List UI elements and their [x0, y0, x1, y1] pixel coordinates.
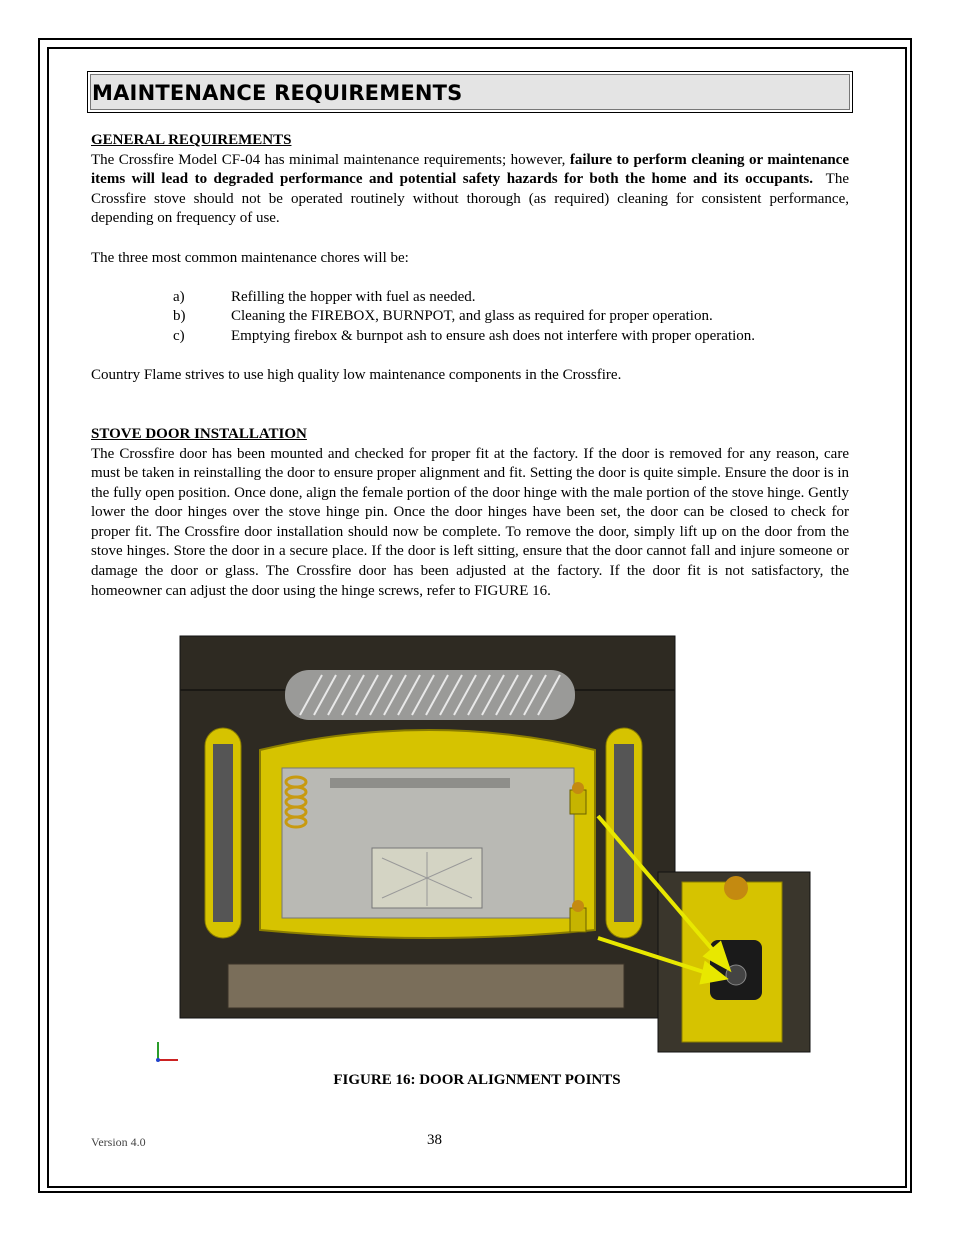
chores-intro: The three most common maintenance chores will be: [91, 249, 409, 266]
ash-panel [228, 964, 624, 1008]
body-content [91, 131, 849, 601]
para1-end: The Crossfire stove should not be operated routinely without thorough (as required) cleaning for consistent performance, depending on frequency of use. [91, 171, 849, 227]
general-requirements-paragraph [91, 151, 849, 229]
list-item-label: c) [173, 327, 185, 344]
general-requirements-heading: GENERAL REQUIREMENTS [91, 132, 292, 148]
title-banner [87, 71, 853, 113]
list-item [173, 288, 849, 308]
stove-door-figure [150, 630, 814, 1066]
list-item-text: Refilling the hopper with fuel as needed. [231, 288, 476, 305]
list-item [173, 327, 849, 347]
list-item [173, 307, 849, 327]
stove-door-heading: STOVE DOOR INSTALLATION [91, 425, 307, 442]
page-number: 38 [427, 1132, 442, 1148]
para1-bold-warning: failure to perform cleaning or maintenance items will lead to degraded performance and potential safety hazards for both the home and its occupants. [91, 151, 849, 188]
list-item-label: a) [173, 288, 185, 305]
version-label: Version 4.0 [91, 1135, 146, 1149]
para1-start: The Crossfire Model CF-04 has minimal maintenance requirements; however, [91, 151, 566, 168]
list-item-text: Cleaning the FIREBOX, BURNPOT, and glass as required for proper operation. [231, 308, 713, 325]
list-item-label: b) [173, 308, 186, 325]
axis-indicator [156, 1042, 178, 1062]
figure-caption: FIGURE 16: DOOR ALIGNMENT POINTS [333, 1072, 621, 1088]
closing-statement: Country Flame strives to use high quality low maintenance components in the Crossfire. [91, 367, 622, 384]
stove-door-paragraph: The Crossfire door has been mounted and checked for proper fit at the factory. If the door is removed for any reason, care must be taken in reinstalling the door to ensure proper alignment and fit. Setting the door is quite simple. Ensure the door is in the fully open position. Once done, align the female portion of the door hinge with the male portion of the stove hinge. Gently lower the door hinges over the stove hinge pin. Once the door hinges have been set, the door can be closed to check for proper fit. The Crossfire door installation should now be complete. To remove the door, simply lift up on the door from the stove hinges. Store the door in a secure place. If the door is left sitting, ensure that the door cannot fall and injure someone or damage the door or glass. The Crossfire door has been adjusted at the factory. If the door fit is not satisfactory, the homeowner can adjust the door using the hinge screws, refer to FIGURE 16. [91, 445, 849, 599]
page-title: MAINTENANCE REQUIREMENTS [92, 81, 463, 105]
list-item-text: Emptying firebox & burnpot ash to ensure ash does not interfere with proper operation. [231, 327, 756, 344]
